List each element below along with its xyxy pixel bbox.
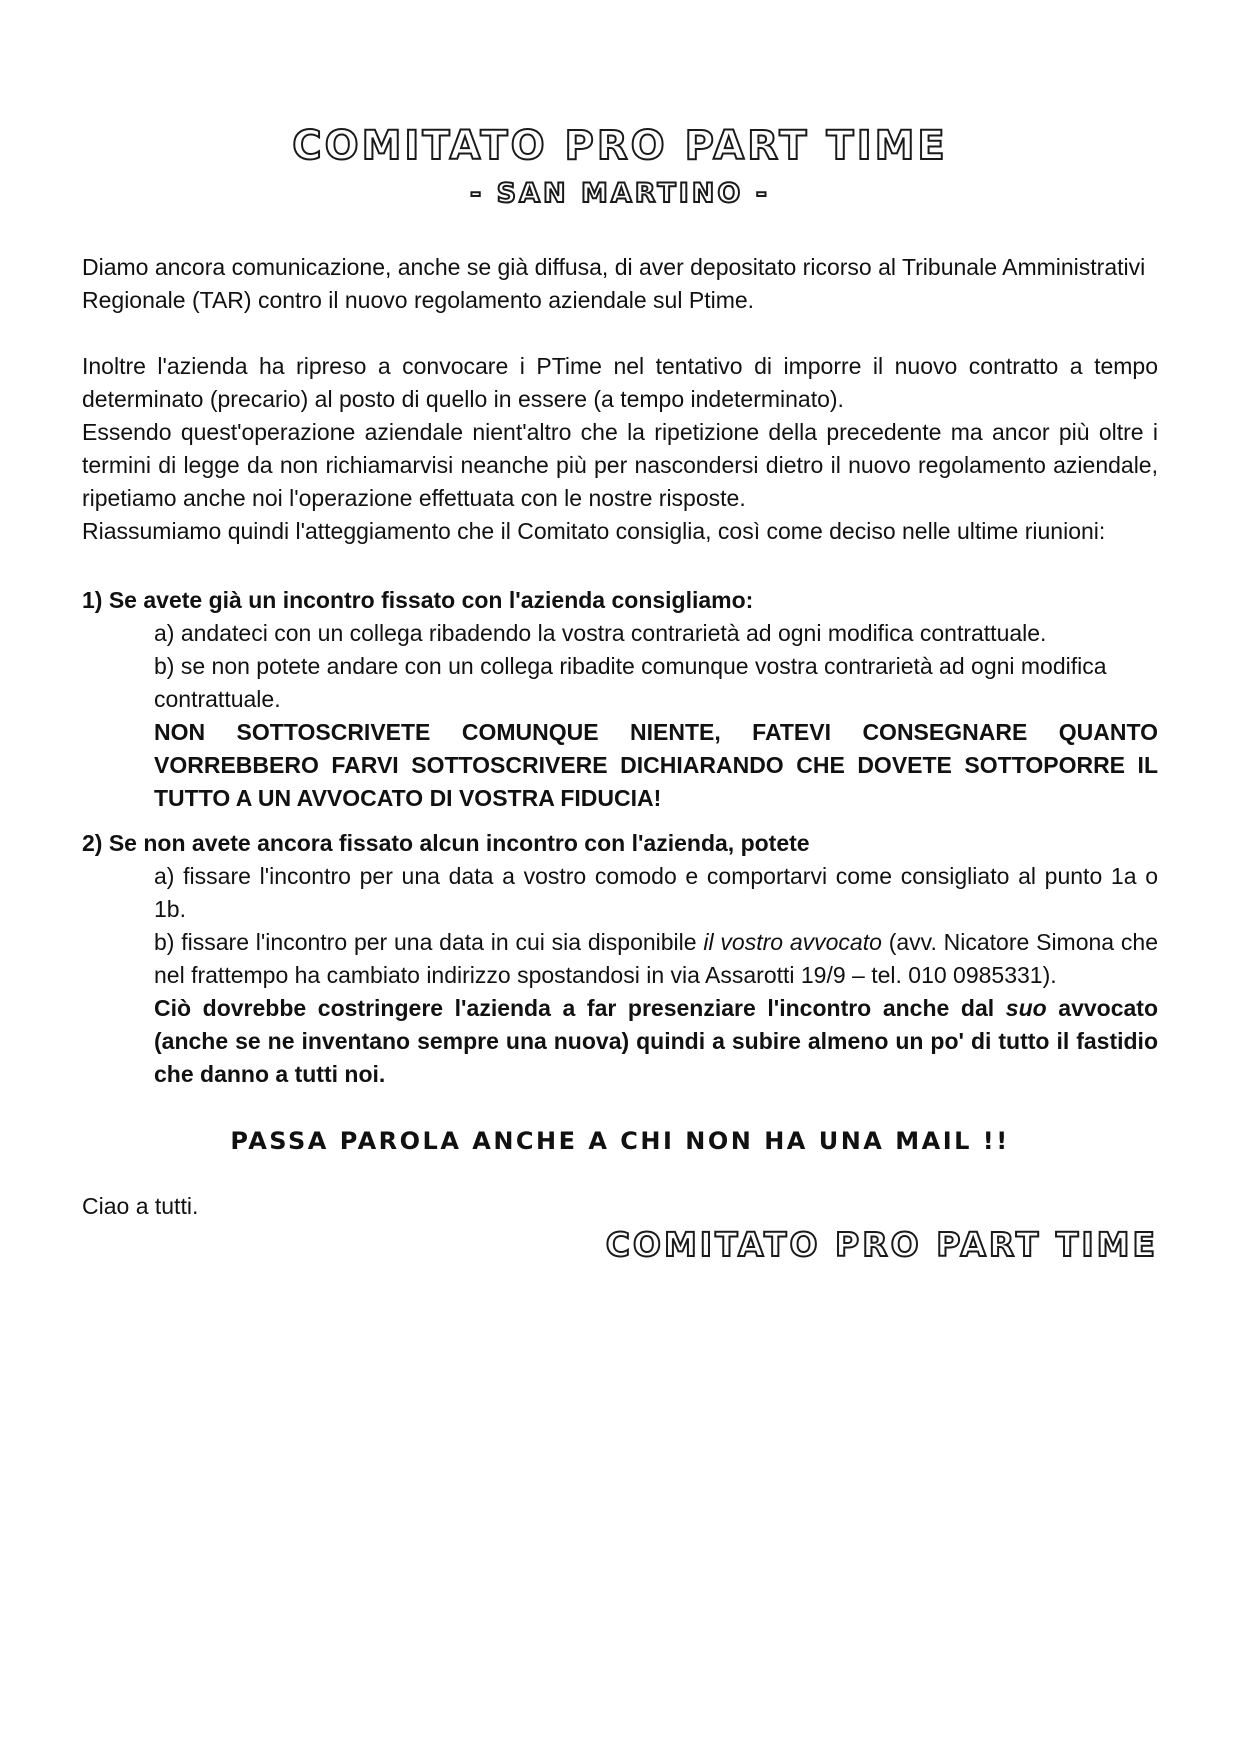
point-1-option-a: a) andateci con un collega ribadendo la vostra contrarietà ad ogni modifica contrattuale. — [154, 620, 1047, 646]
point-1-option-b: b) se non potete andare con un collega ribadite comunque vostra contrarietà ad ogni modifica contrattuale. — [154, 653, 1107, 712]
point-1-title: 1) Se avete già un incontro fissato con l'azienda consigliamo: — [82, 587, 754, 613]
document-page — [82, 0, 1158, 1754]
point-2-option-a: a) fissare l'incontro per una data a vostro comodo e comportarvi come consigliato al punto 1a o 1b. — [154, 863, 1158, 922]
document-subtitle: - SAN MARTINO - — [470, 178, 770, 209]
point-2-section — [82, 827, 1158, 1091]
closing-greeting: Ciao a tutti. — [82, 1193, 199, 1219]
point-2-title: 2) Se non avete ancora fissato alcun incontro con l'azienda, potete — [82, 830, 810, 856]
point-2-option-b-start: b) fissare l'incontro per una data in cui sia disponibile — [154, 929, 704, 955]
body-section — [82, 350, 1158, 548]
body-paragraph-2: Essendo quest'operazione aziendale nient'altro che la ripetizione della precedente ma ancor più oltre i termini di legge da non richiamarvisi neanche più per nascondersi dietro il nuovo regolamento aziendale, ripetiamo anche noi l'operazione effettuata con le nostre risposte. — [82, 419, 1158, 511]
point-2-consequence-start: Ciò dovrebbe costringere l'azienda a far presenziare l'incontro anche dal — [154, 995, 1006, 1021]
call-to-action: PASSA PAROLA ANCHE A CHI NON HA UNA MAIL !! — [230, 1127, 1010, 1155]
intro-paragraph: Diamo ancora comunicazione, anche se già diffusa, di aver depositato ricorso al Tribunale Amministrativi Regionale (TAR) contro il nuovo regolamento aziendale sul Ptime. — [82, 254, 1146, 313]
point-1-warning: NON SOTTOSCRIVETE COMUNQUE NIENTE, FATEVI CONSEGNARE QUANTO VORREBBERO FARVI SOTTOSCRIVERE DICHIARANDO CHE DOVETE SOTTOPORRE IL TUTTO A UN AVVOCATO DI VOSTRA FIDUCIA! — [154, 719, 1158, 811]
point-2-consequence-end: avvocato (anche se ne inventano sempre una nuova) quindi a subire almeno un po' di tutto il fastidio che danno a tutti noi. — [154, 995, 1158, 1087]
point-2-consequence — [154, 992, 1158, 1091]
point-2-option-b — [154, 926, 1158, 992]
point-2-consequence-suo: suo — [1005, 995, 1047, 1021]
point-2-option-b-end: (avv. Nicatore Simona che nel frattempo ha cambiato indirizzo spostandosi in via Assarotti 19/9 – tel. 010 0985331). — [154, 929, 1158, 988]
point-1-section — [82, 584, 1158, 815]
body-paragraph-3: Riassumiamo quindi l'atteggiamento che il Comitato consiglia, così come deciso nelle ultime riunioni: — [82, 518, 1106, 544]
point-2-option-b-lawyer: il vostro avvocato — [703, 929, 882, 955]
signature: COMITATO PRO PART TIME — [605, 1225, 1158, 1264]
document-title: COMITATO PRO PART TIME — [292, 123, 948, 169]
intro-section — [82, 251, 1158, 317]
body-paragraph-1: Inoltre l'azienda ha ripreso a convocare i PTime nel tentativo di imporre il nuovo contratto a tempo determinato (precario) al posto di quello in essere (a tempo indeterminato). — [82, 353, 1158, 412]
